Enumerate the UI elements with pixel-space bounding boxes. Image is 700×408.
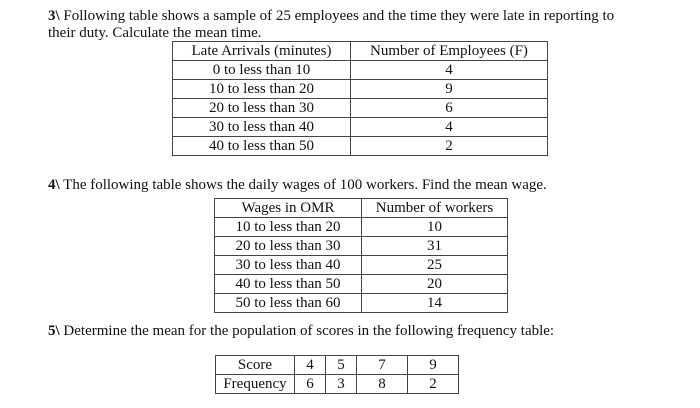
question-3-number: 3\ (48, 8, 60, 24)
question-3-line2: their duty. Calculate the mean time. (48, 25, 262, 41)
table-header-cell: Number of Employees (F) (351, 42, 548, 61)
table-cell: 8 (357, 375, 408, 394)
table-cell: 9 (408, 356, 459, 375)
table-cell: 6 (295, 375, 326, 394)
score-frequency-table (215, 355, 459, 394)
question-5-number: 5\ (48, 323, 60, 339)
table-row (173, 80, 548, 99)
table-row (173, 99, 548, 118)
table-cell: 40 to less than 50 (215, 275, 362, 294)
table-header-cell: Number of workers (362, 199, 508, 218)
question-4-text (48, 177, 688, 194)
question-3-text (48, 8, 688, 42)
table-row (215, 275, 508, 294)
table-row (215, 294, 508, 313)
table-cell: 20 to less than 30 (173, 99, 351, 118)
table-cell: 5 (326, 356, 357, 375)
question-4-body: The following table shows the daily wages of 100 workers. Find the mean wage. (63, 177, 547, 193)
table-cell: Score (216, 356, 295, 375)
wages-table (214, 198, 508, 313)
table-cell: 25 (362, 256, 508, 275)
table-row (173, 61, 548, 80)
table-cell: 30 to less than 40 (215, 256, 362, 275)
table-cell: 50 to less than 60 (215, 294, 362, 313)
table-row (215, 256, 508, 275)
table-cell: 30 to less than 40 (173, 118, 351, 137)
question-4-number: 4\ (48, 177, 60, 193)
table-cell: 4 (351, 118, 548, 137)
question-5-text (48, 323, 688, 340)
table-cell: 10 to less than 20 (215, 218, 362, 237)
table-cell: 2 (351, 137, 548, 156)
table-header-cell: Wages in OMR (215, 199, 362, 218)
table-row (215, 218, 508, 237)
table-row (216, 356, 459, 375)
table-header-row (173, 42, 548, 61)
table-row (173, 118, 548, 137)
table-cell: 7 (357, 356, 408, 375)
late-arrivals-table (172, 41, 548, 156)
table-row (216, 375, 459, 394)
table-cell: 20 (362, 275, 508, 294)
table-row (173, 137, 548, 156)
table-cell: 14 (362, 294, 508, 313)
table-cell: 6 (351, 99, 548, 118)
table-cell: 0 to less than 10 (173, 61, 351, 80)
table-cell: 2 (408, 375, 459, 394)
table-cell: 40 to less than 50 (173, 137, 351, 156)
table-cell: 4 (351, 61, 548, 80)
table-cell: 20 to less than 30 (215, 237, 362, 256)
table-cell: 10 to less than 20 (173, 80, 351, 99)
table-cell: 9 (351, 80, 548, 99)
table-header-row (215, 199, 508, 218)
question-3-line1: Following table shows a sample of 25 employees and the time they were late in reporting to (63, 8, 615, 24)
table-cell: 10 (362, 218, 508, 237)
table-cell: 4 (295, 356, 326, 375)
table-cell: 31 (362, 237, 508, 256)
table-header-cell: Late Arrivals (minutes) (173, 42, 351, 61)
table-cell: 3 (326, 375, 357, 394)
question-5-body: Determine the mean for the population of scores in the following frequency table: (63, 323, 555, 339)
table-cell: Frequency (216, 375, 295, 394)
table-row (215, 237, 508, 256)
